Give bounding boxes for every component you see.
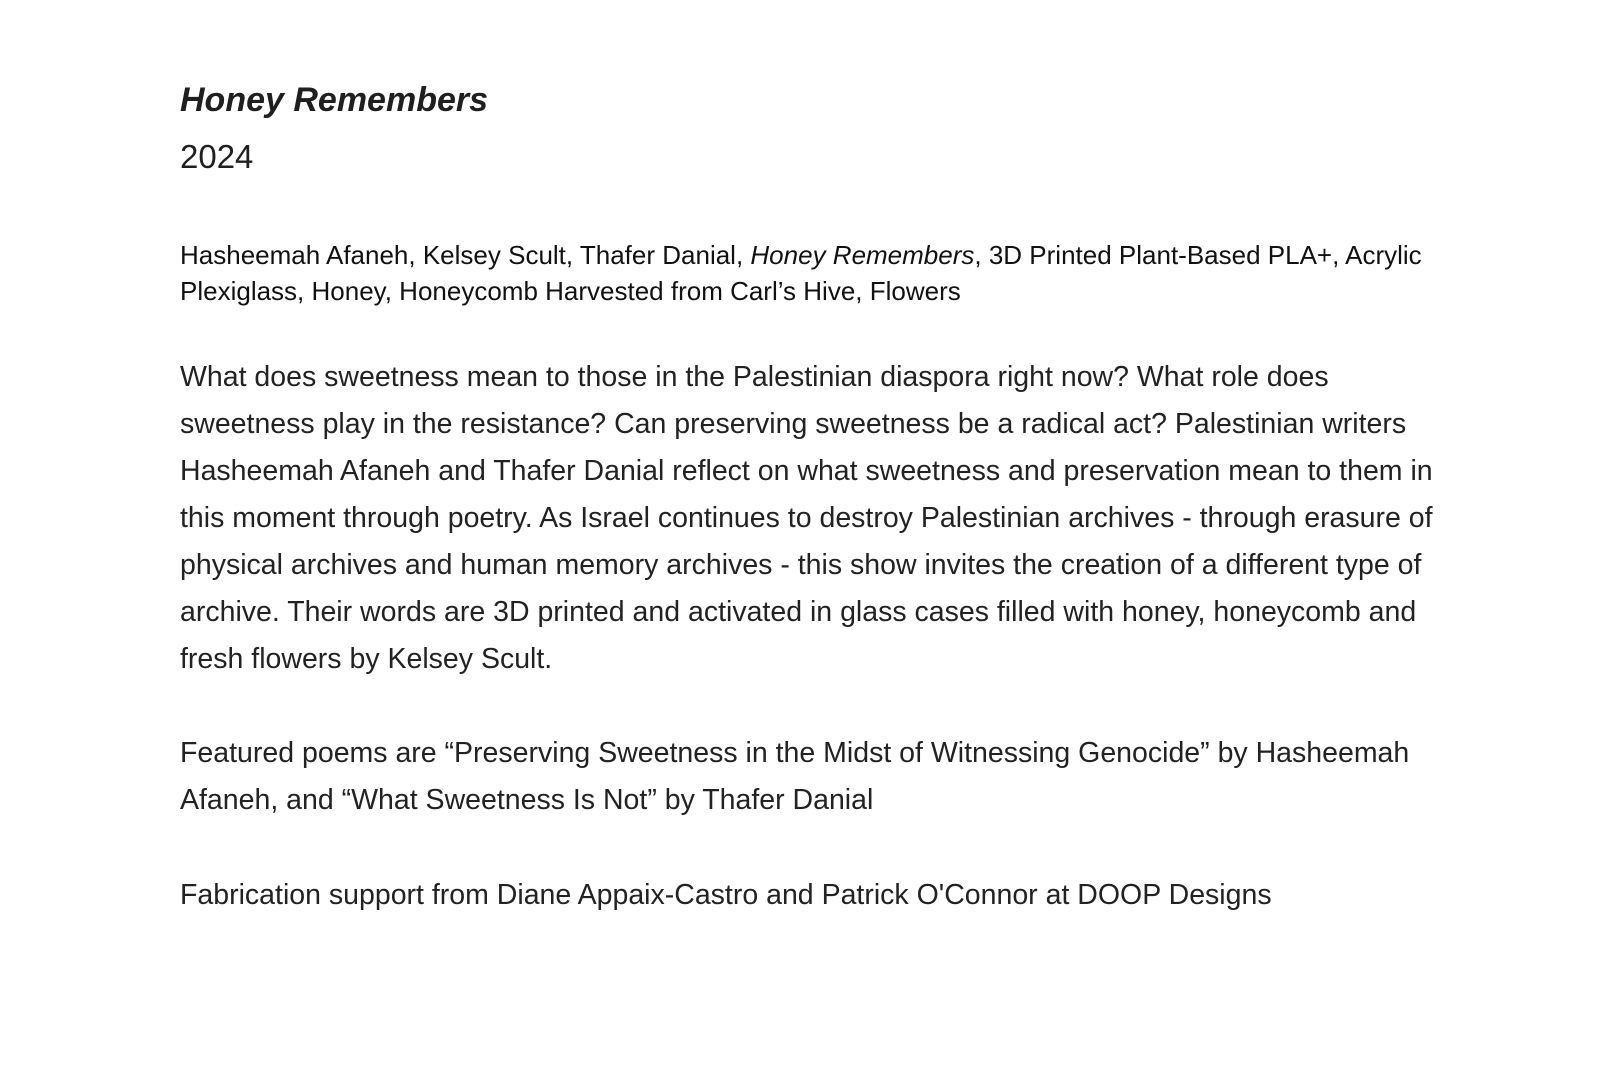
artwork-title: Honey Remembers xyxy=(180,81,489,119)
credit-artists: Hasheemah Afaneh, Kelsey Scult, Thafer Danial, xyxy=(180,240,751,270)
credit-materials: , 3D Printed Plant-Based PLA+, Acrylic Plexiglass, Honey, Honeycomb Harvested from Carl’s Hive, Flowers xyxy=(180,240,1422,306)
fabrication-credit-paragraph: Fabrication support from Diane Appaix-Castro and Patrick O'Connor at DOOP Designs xyxy=(180,879,1272,911)
artwork-credit-line xyxy=(180,237,1480,309)
description-paragraph: What does sweetness mean to those in the Palestinian diaspora right now? What role does sweetness play in the resistance? Can preserving sweetness be a radical act? Palestinian writers Hasheemah Afaneh and Thafer Danial reflect on what sweetness and preservation mean to them in this moment through poetry. As Israel continues to destroy Palestinian archives - through erasure of physical archives and human memory archives - this show invites the creation of a different type of archive. Their words are 3D printed and activated in glass cases filled with honey, honeycomb and fresh flowers by Kelsey Scult. xyxy=(180,361,1433,675)
artwork-year: 2024 xyxy=(180,138,254,175)
featured-poems-paragraph: Featured poems are “Preserving Sweetness in the Midst of Witnessing Genocide” by Hasheemah Afaneh, and “What Sweetness Is Not” by Thafer Danial xyxy=(180,737,1410,816)
credit-title: Honey Remembers xyxy=(750,240,975,270)
